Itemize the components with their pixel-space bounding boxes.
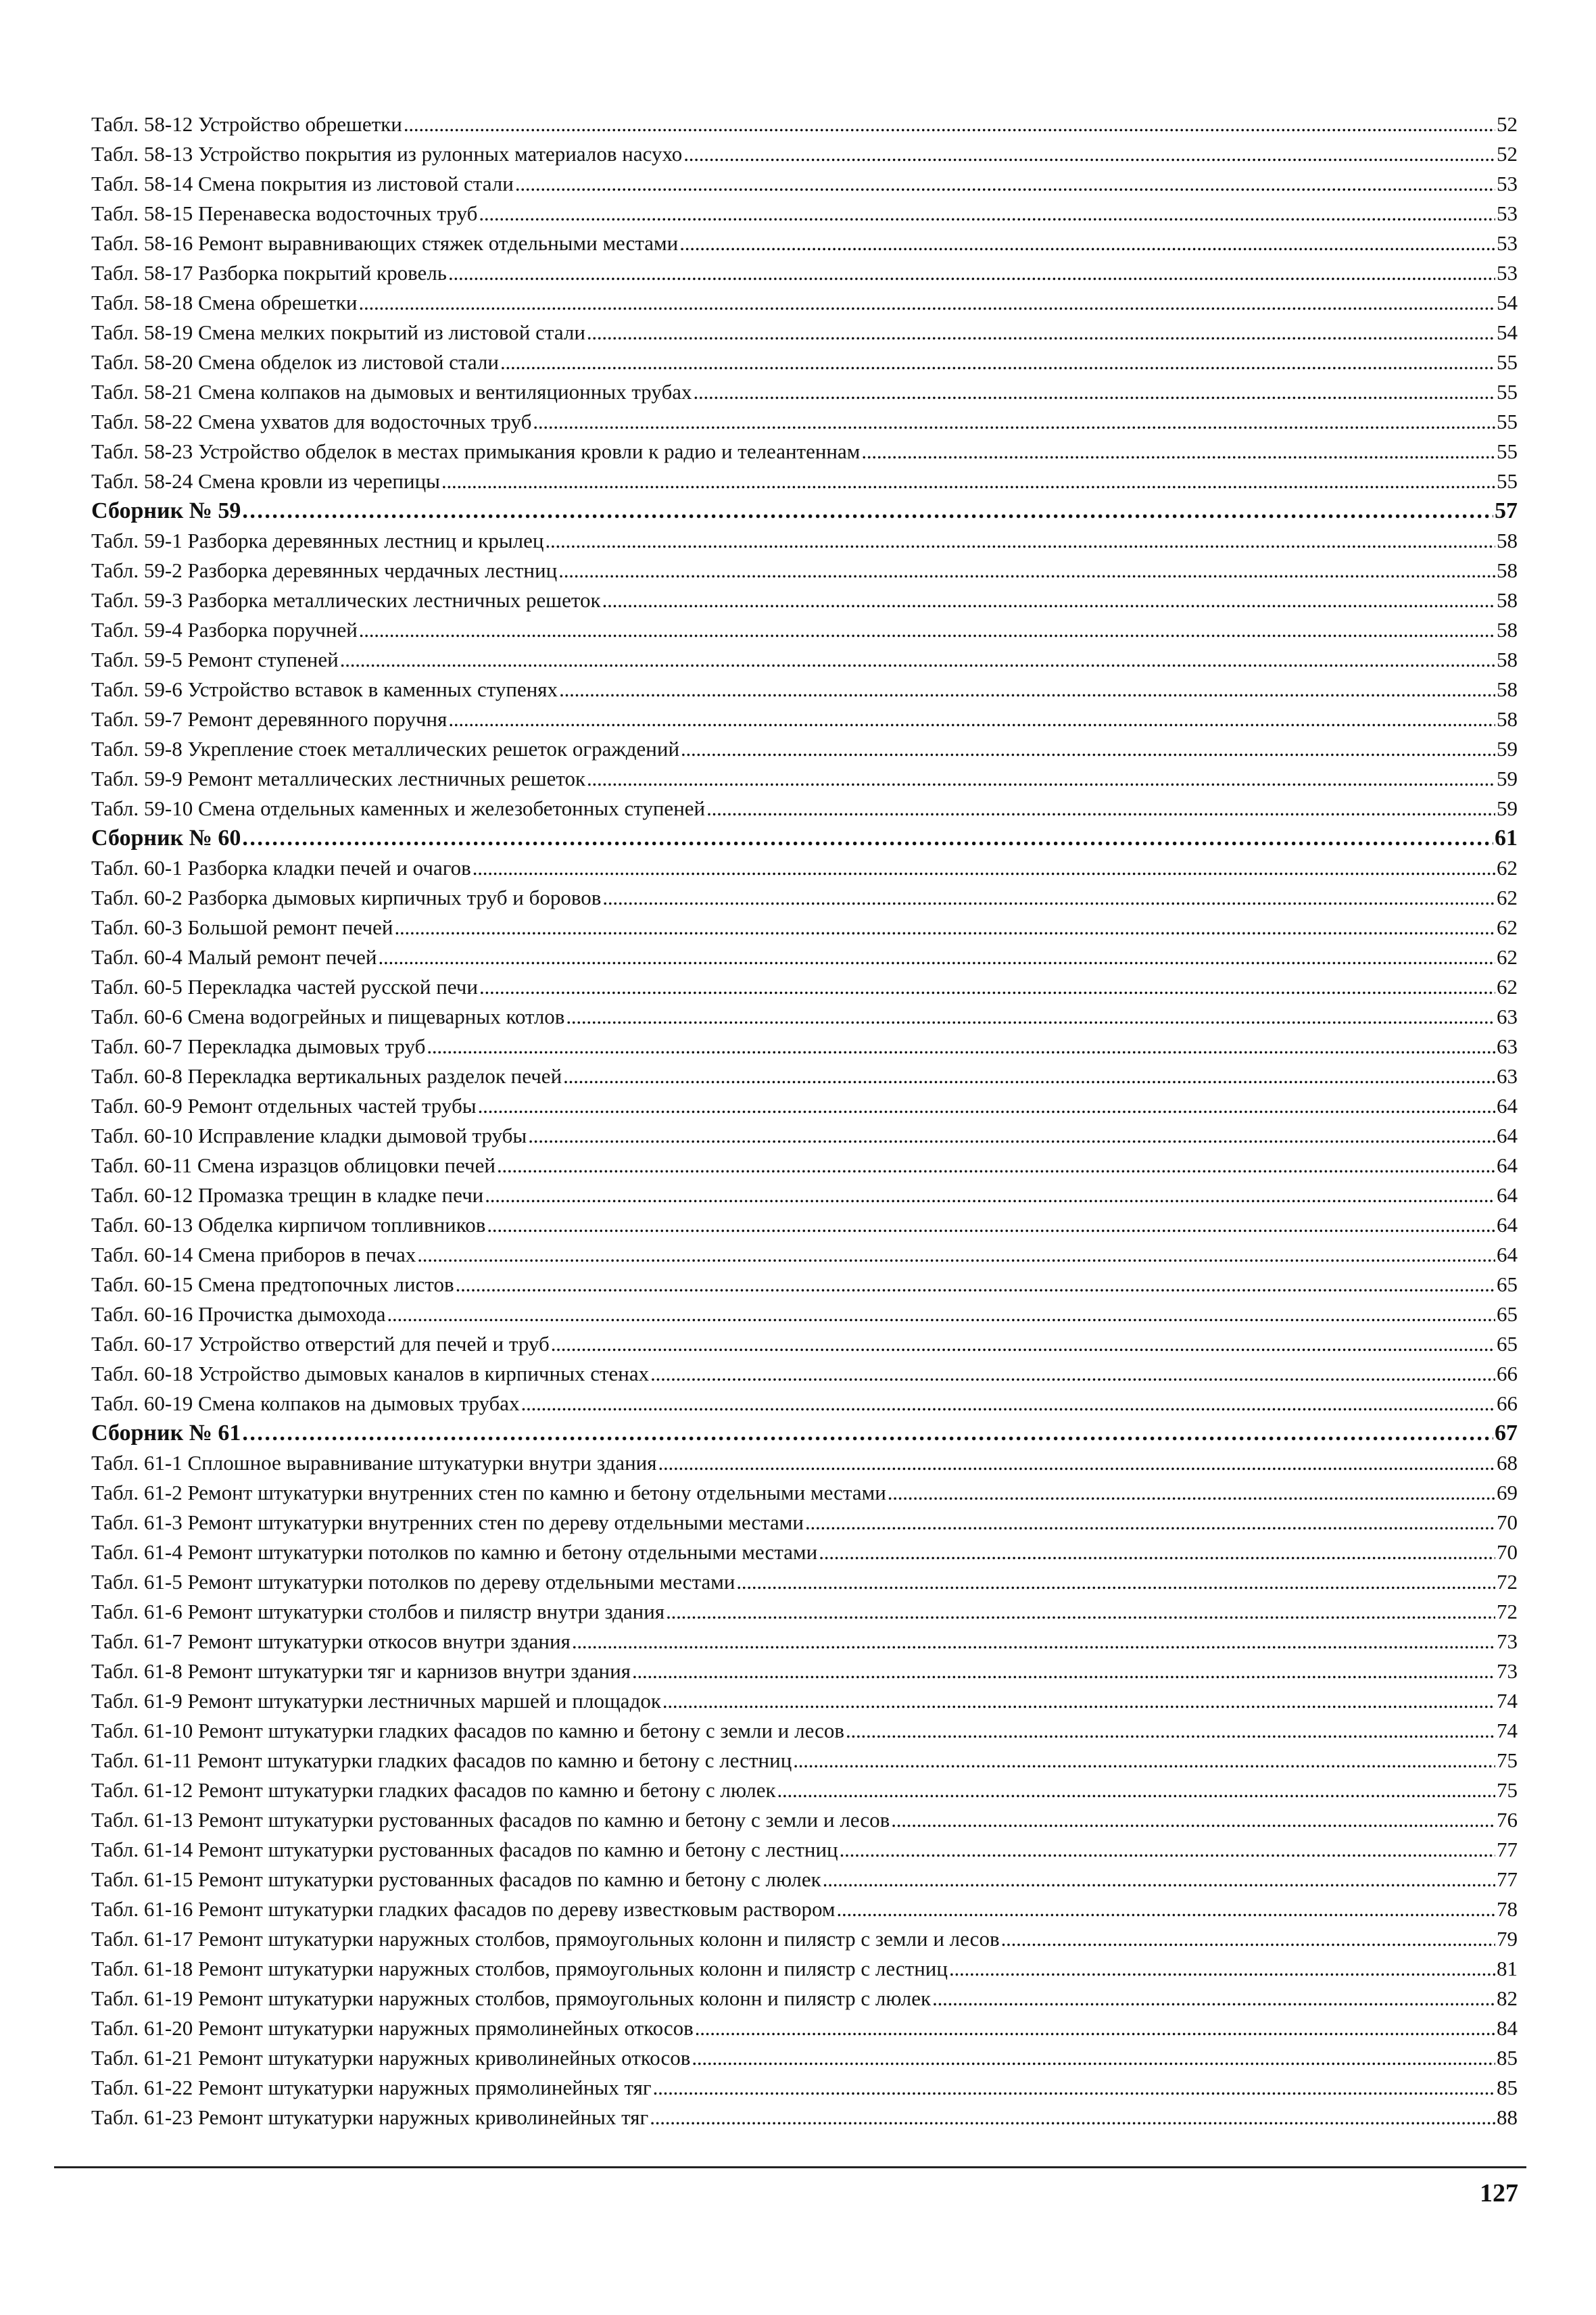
toc-entry-title: Сборник № 60 (91, 826, 241, 851)
toc-entry (91, 1210, 1518, 1240)
toc-entry (91, 1924, 1518, 1954)
toc-entry-title: Табл. 58-24 Смена кровли из черепицы (91, 469, 441, 493)
dot-leader (515, 169, 1495, 199)
toc-entry-page: 62 (1497, 975, 1518, 999)
dot-leader (558, 556, 1495, 586)
dot-leader (823, 1865, 1495, 1894)
toc-entry (91, 1270, 1518, 1299)
toc-entry-page: 73 (1497, 1629, 1518, 1653)
dot-leader (404, 110, 1495, 139)
toc-entry (91, 586, 1518, 615)
toc-entry (91, 407, 1518, 437)
toc-entry-title: Табл. 60-2 Разборка дымовых кирпичных труб и боровов (91, 886, 602, 909)
toc-entry-title: Табл. 58-13 Устройство покрытия из рулонных материалов насухо (91, 142, 683, 166)
dot-leader (837, 1894, 1495, 1924)
toc-entry-page: 53 (1497, 172, 1518, 195)
toc-entry (91, 1865, 1518, 1894)
dot-leader (559, 675, 1495, 705)
dot-leader (846, 1716, 1495, 1746)
toc-entry (91, 377, 1518, 407)
toc-entry-title: Табл. 59-5 Ремонт ступеней (91, 648, 339, 671)
toc-entry (91, 199, 1518, 229)
toc-entry-title: Табл. 61-17 Ремонт штукатурки наружных столбов, прямоугольных колонн и пилястр с земли и лесов (91, 1927, 1000, 1951)
toc-entry (91, 2043, 1518, 2073)
toc-entry (91, 1597, 1518, 1627)
toc-entry-page: 66 (1497, 1391, 1518, 1415)
dot-leader (658, 1448, 1495, 1478)
toc-entry (91, 675, 1518, 705)
toc-entry (91, 2103, 1518, 2132)
toc-entry-page: 62 (1497, 945, 1518, 969)
toc-entry-page: 63 (1497, 1005, 1518, 1028)
toc-entry (91, 1686, 1518, 1716)
toc-entry-page: 61 (1495, 826, 1518, 851)
dot-leader (819, 1537, 1495, 1567)
dot-leader (394, 913, 1495, 942)
toc-entry-title: Табл. 61-15 Ремонт штукатурки рустованных фасадов по камню и бетону с люлек (91, 1867, 821, 1891)
toc-entry-title: Табл. 61-22 Ремонт штукатурки наружных прямолинейных тяг (91, 2076, 652, 2099)
toc-entry (91, 1508, 1518, 1537)
toc-entry-title: Табл. 61-12 Ремонт штукатурки гладких фасадов по камню и бетону с люлек (91, 1778, 776, 1802)
toc-entry (91, 645, 1518, 675)
dot-leader (861, 437, 1495, 467)
dot-leader (441, 467, 1495, 496)
toc-entry (91, 2013, 1518, 2043)
toc-entry-page: 64 (1497, 1213, 1518, 1237)
toc-entry-title: Табл. 60-10 Исправление кладки дымовой трубы (91, 1124, 527, 1147)
toc-entry-title: Табл. 61-8 Ремонт штукатурки тяг и карнизов внутри здания (91, 1659, 631, 1683)
toc-entry-title: Табл. 61-2 Ремонт штукатурки внутренних стен по камню и бетону отдельными местами (91, 1481, 886, 1504)
toc-entry-page: 68 (1497, 1451, 1518, 1475)
toc-entry-title: Табл. 61-19 Ремонт штукатурки наружных столбов, прямоугольных колонн и пилястр с люлек (91, 1986, 932, 2010)
toc-entry-page: 76 (1497, 1808, 1518, 1832)
toc-entry-title: Табл. 60-7 Перекладка дымовых труб (91, 1034, 426, 1058)
toc-entry-page: 72 (1497, 1570, 1518, 1594)
dot-leader (692, 2043, 1495, 2073)
toc-entry-page: 75 (1497, 1778, 1518, 1802)
toc-entry-page: 53 (1497, 201, 1518, 225)
dot-leader (1001, 1924, 1495, 1954)
toc-section-heading (91, 496, 1518, 526)
toc-entry-title: Табл. 58-15 Перенавеска водосточных труб (91, 201, 478, 225)
toc-entry (91, 1240, 1518, 1270)
toc-entry-page: 65 (1497, 1302, 1518, 1326)
dot-leader (478, 1091, 1495, 1121)
toc-entry-title: Табл. 60-8 Перекладка вертикальных разделок печей (91, 1064, 562, 1088)
dot-leader (662, 1686, 1495, 1716)
toc-entry-title: Табл. 61-13 Ремонт штукатурки рустованных фасадов по камню и бетону с земли и лесов (91, 1808, 890, 1832)
toc-entry-page: 85 (1497, 2046, 1518, 2070)
toc-entry-title: Табл. 61-23 Ремонт штукатурки наружных криволинейных тяг (91, 2105, 649, 2129)
dot-leader (694, 377, 1495, 407)
toc-entry-title: Табл. 61-10 Ремонт штукатурки гладких фасадов по камню и бетону с земли и лесов (91, 1719, 845, 1742)
toc-entry-page: 62 (1497, 886, 1518, 909)
toc-entry-page: 74 (1497, 1689, 1518, 1713)
toc-entry-title: Табл. 60-13 Обделка кирпичом топливников (91, 1213, 486, 1237)
toc-entry-page: 63 (1497, 1034, 1518, 1058)
toc-entry (91, 1894, 1518, 1924)
toc-entry-page: 70 (1497, 1540, 1518, 1564)
dot-leader (653, 2073, 1495, 2103)
dot-leader (650, 2103, 1495, 2132)
toc-entry (91, 1329, 1518, 1359)
toc-entry (91, 110, 1518, 139)
dot-leader (473, 853, 1495, 883)
toc-entry-title: Табл. 60-16 Прочистка дымохода (91, 1302, 386, 1326)
toc-entry-title: Табл. 61-18 Ремонт штукатурки наружных столбов, прямоугольных колонн и пилястр с лестниц (91, 1957, 948, 1980)
toc-entry-page: 59 (1497, 767, 1518, 790)
toc-entry (91, 229, 1518, 258)
toc-entry-page: 64 (1497, 1243, 1518, 1266)
dot-leader (632, 1656, 1495, 1686)
toc-entry-title: Табл. 58-17 Разборка покрытий кровель (91, 261, 447, 285)
toc-entry (91, 1389, 1518, 1418)
toc-entry-page: 69 (1497, 1481, 1518, 1504)
dot-leader (533, 407, 1495, 437)
toc-entry-title: Табл. 61-6 Ремонт штукатурки столбов и пилястр внутри здания (91, 1600, 665, 1623)
toc-entry-page: 62 (1497, 915, 1518, 939)
dot-leader (683, 139, 1495, 169)
dot-leader (602, 883, 1495, 913)
toc-entry (91, 258, 1518, 288)
toc-entry-title: Табл. 58-14 Смена покрытия из листовой стали (91, 172, 514, 195)
toc-entry (91, 1032, 1518, 1061)
dot-leader (479, 972, 1495, 1002)
dot-leader (736, 1567, 1495, 1597)
toc-entry-title: Табл. 59-6 Устройство вставок в каменных ступенях (91, 677, 558, 701)
toc-entry-page: 59 (1497, 796, 1518, 820)
page-number: 127 (1480, 2179, 1518, 2207)
dot-leader (358, 288, 1495, 318)
toc-entry (91, 139, 1518, 169)
dot-leader (528, 1121, 1495, 1151)
toc-entry-page: 64 (1497, 1153, 1518, 1177)
dot-leader (949, 1954, 1495, 1984)
toc-entry (91, 1805, 1518, 1835)
toc-entry-page: 75 (1497, 1748, 1518, 1772)
dot-leader (521, 1389, 1495, 1418)
toc-entry (91, 556, 1518, 586)
toc-entry-page: 54 (1497, 320, 1518, 344)
dot-leader (679, 229, 1495, 258)
dot-leader (417, 1240, 1495, 1270)
toc-entry-page: 55 (1497, 410, 1518, 433)
toc-entry (91, 1061, 1518, 1091)
toc-entry-title: Табл. 61-3 Ремонт штукатурки внутренних стен по дереву отдельными местами (91, 1510, 804, 1534)
dot-leader (840, 1835, 1495, 1865)
toc-entry-page: 65 (1497, 1272, 1518, 1296)
toc-entry (91, 1091, 1518, 1121)
toc-section-heading (91, 824, 1518, 853)
toc-entry-page: 82 (1497, 1986, 1518, 2010)
dot-leader (706, 794, 1495, 824)
toc-entry-page: 77 (1497, 1838, 1518, 1861)
toc-entry (91, 853, 1518, 883)
toc-entry (91, 1746, 1518, 1775)
dot-leader (695, 2013, 1495, 2043)
toc-entry-page: 78 (1497, 1897, 1518, 1921)
toc-entry-page: 64 (1497, 1124, 1518, 1147)
toc-entry (91, 348, 1518, 377)
toc-entry-page: 52 (1497, 142, 1518, 166)
toc-entry (91, 1448, 1518, 1478)
dot-leader (340, 645, 1495, 675)
toc-entry-page: 58 (1497, 677, 1518, 701)
dot-leader (602, 586, 1495, 615)
toc-entry (91, 1775, 1518, 1805)
toc-entry (91, 1299, 1518, 1329)
toc-entry-title: Табл. 61-14 Ремонт штукатурки рустованных фасадов по камню и бетону с лестниц (91, 1838, 838, 1861)
toc-entry-title: Табл. 58-19 Смена мелких покрытий из листовой стали (91, 320, 585, 344)
dot-leader (932, 1984, 1495, 2013)
toc-entry-title: Табл. 59-3 Разборка металлических лестничных решеток (91, 588, 601, 612)
toc-entry-page: 58 (1497, 618, 1518, 642)
toc-entry (91, 1984, 1518, 2013)
toc-entry (91, 1359, 1518, 1389)
dot-leader (681, 734, 1495, 764)
toc-entry-page: 55 (1497, 380, 1518, 404)
toc-entry-title: Табл. 58-16 Ремонт выравнивающих стяжек отдельными местами (91, 231, 679, 255)
toc-entry-page: 66 (1497, 1362, 1518, 1385)
toc-entry-page: 58 (1497, 558, 1518, 582)
toc-entry-page: 53 (1497, 231, 1518, 255)
toc-entry (91, 942, 1518, 972)
toc-entry-title: Табл. 61-9 Ремонт штукатурки лестничных маршей и площадок (91, 1689, 661, 1713)
toc-entry-page: 53 (1497, 261, 1518, 285)
dot-leader (546, 526, 1496, 556)
toc-entry-page: 67 (1495, 1421, 1518, 1446)
toc-entry-title: Табл. 60-19 Смена колпаков на дымовых трубах (91, 1391, 520, 1415)
toc-entry-title: Табл. 60-9 Ремонт отдельных частей трубы (91, 1094, 477, 1118)
toc-entry (91, 1954, 1518, 1984)
footer-rule (54, 2166, 1526, 2168)
toc-entry-title: Табл. 58-22 Смена ухватов для водосточных труб (91, 410, 532, 433)
toc-entry-page: 59 (1497, 737, 1518, 761)
toc-entry-title: Табл. 61-16 Ремонт штукатурки гладких фасадов по дереву известковым раствором (91, 1897, 836, 1921)
dot-leader (242, 496, 1493, 526)
toc-entry-title: Табл. 61-5 Ремонт штукатурки потолков по дереву отдельными местами (91, 1570, 735, 1594)
toc-entry (91, 437, 1518, 467)
toc-entry-page: 57 (1495, 498, 1518, 523)
dot-leader (666, 1597, 1495, 1627)
dot-leader (777, 1775, 1495, 1805)
toc-entry-page: 74 (1497, 1719, 1518, 1742)
toc-entry-title: Табл. 59-1 Разборка деревянных лестниц и крылец (91, 529, 544, 552)
dot-leader (587, 764, 1495, 794)
toc-entry-title: Табл. 58-12 Устройство обрешетки (91, 112, 402, 136)
toc-entry-page: 70 (1497, 1510, 1518, 1534)
toc-entry (91, 318, 1518, 348)
toc-entry-page: 55 (1497, 469, 1518, 493)
toc-entry-page: 58 (1497, 707, 1518, 731)
toc-entry (91, 972, 1518, 1002)
toc-entry-page: 63 (1497, 1064, 1518, 1088)
toc-entry-title: Табл. 60-3 Большой ремонт печей (91, 915, 393, 939)
dot-leader (888, 1478, 1495, 1508)
toc-entry-title: Табл. 60-6 Смена водогрейных и пищеварных котлов (91, 1005, 565, 1028)
dot-leader (448, 705, 1495, 734)
toc-entry-page: 85 (1497, 2076, 1518, 2099)
toc-entry-title: Табл. 58-18 Смена обрешетки (91, 291, 358, 314)
toc-entry-title: Сборник № 61 (91, 1421, 241, 1446)
dot-leader (805, 1508, 1495, 1537)
toc-entry-title: Табл. 60-14 Смена приборов в печах (91, 1243, 416, 1266)
toc-entry-title: Табл. 58-21 Смена колпаков на дымовых и вентиляционных трубах (91, 380, 692, 404)
toc-entry-page: 58 (1497, 588, 1518, 612)
toc-entry-title: Табл. 59-8 Укрепление стоек металлических решеток ограждений (91, 737, 680, 761)
toc-entry-title: Табл. 61-11 Ремонт штукатурки гладких фасадов по камню и бетону с лестниц (91, 1748, 792, 1772)
toc-entry-page: 81 (1497, 1957, 1518, 1980)
toc-entry-title: Табл. 61-7 Ремонт штукатурки откосов внутри здания (91, 1629, 571, 1653)
dot-leader (563, 1061, 1495, 1091)
toc-entry (91, 883, 1518, 913)
toc-entry (91, 1835, 1518, 1865)
toc-entry-title: Табл. 60-5 Перекладка частей русской печи (91, 975, 478, 999)
dot-leader (650, 1359, 1495, 1389)
toc-entry-title: Табл. 61-20 Ремонт штукатурки наружных прямолинейных откосов (91, 2016, 694, 2040)
toc-entry (91, 1478, 1518, 1508)
table-of-contents (91, 110, 1518, 2132)
toc-entry (91, 1716, 1518, 1746)
toc-entry-title: Табл. 60-4 Малый ремонт печей (91, 945, 377, 969)
toc-entry-page: 73 (1497, 1659, 1518, 1683)
toc-entry-page: 72 (1497, 1600, 1518, 1623)
toc-entry-page: 58 (1497, 529, 1518, 552)
dot-leader (359, 615, 1495, 645)
toc-entry (91, 764, 1518, 794)
dot-leader (242, 1418, 1493, 1448)
toc-entry-page: 84 (1497, 2016, 1518, 2040)
toc-entry (91, 1537, 1518, 1567)
toc-entry-title: Табл. 60-15 Смена предтопочных листов (91, 1272, 454, 1296)
toc-entry (91, 615, 1518, 645)
toc-entry-title: Табл. 60-11 Смена изразцов облицовки печей (91, 1153, 495, 1177)
dot-leader (572, 1627, 1495, 1656)
toc-entry-title: Табл. 59-4 Разборка поручней (91, 618, 358, 642)
dot-leader (551, 1329, 1495, 1359)
toc-entry (91, 169, 1518, 199)
dot-leader (485, 1180, 1495, 1210)
dot-leader (587, 318, 1495, 348)
toc-entry-page: 58 (1497, 648, 1518, 671)
dot-leader (448, 258, 1495, 288)
toc-entry (91, 2073, 1518, 2103)
toc-entry-page: 64 (1497, 1094, 1518, 1118)
toc-entry (91, 705, 1518, 734)
toc-entry (91, 1002, 1518, 1032)
toc-entry (91, 1121, 1518, 1151)
toc-entry-page: 55 (1497, 350, 1518, 374)
dot-leader (427, 1032, 1495, 1061)
toc-entry-title: Табл. 58-20 Смена обделок из листовой стали (91, 350, 500, 374)
dot-leader (497, 1151, 1495, 1180)
toc-entry-page: 65 (1497, 1332, 1518, 1356)
toc-entry-page: 79 (1497, 1927, 1518, 1951)
toc-entry-title: Табл. 58-23 Устройство обделок в местах примыкания кровли к радио и телеантеннам (91, 439, 861, 463)
toc-entry-page: 77 (1497, 1867, 1518, 1891)
dot-leader (793, 1746, 1495, 1775)
dot-leader (566, 1002, 1495, 1032)
dot-leader (500, 348, 1495, 377)
toc-entry (91, 1627, 1518, 1656)
dot-leader (242, 824, 1493, 853)
toc-entry-title: Сборник № 59 (91, 498, 241, 523)
dot-leader (891, 1805, 1495, 1835)
toc-entry-page: 54 (1497, 291, 1518, 314)
toc-entry (91, 1567, 1518, 1597)
dot-leader (479, 199, 1495, 229)
toc-entry-title: Табл. 59-2 Разборка деревянных чердачных лестниц (91, 558, 558, 582)
toc-entry-page: 64 (1497, 1183, 1518, 1207)
toc-entry (91, 288, 1518, 318)
toc-section-heading (91, 1418, 1518, 1448)
toc-entry (91, 526, 1518, 556)
toc-entry-page: 62 (1497, 856, 1518, 880)
toc-entry-title: Табл. 59-10 Смена отдельных каменных и железобетонных ступеней (91, 796, 706, 820)
dot-leader (387, 1299, 1495, 1329)
toc-entry-title: Табл. 60-12 Промазка трещин в кладке печи (91, 1183, 484, 1207)
toc-entry-page: 88 (1497, 2105, 1518, 2129)
toc-entry-title: Табл. 60-18 Устройство дымовых каналов в кирпичных стенах (91, 1362, 650, 1385)
toc-entry (91, 734, 1518, 764)
toc-entry-page: 52 (1497, 112, 1518, 136)
dot-leader (378, 942, 1495, 972)
toc-entry (91, 1151, 1518, 1180)
toc-entry-title: Табл. 59-9 Ремонт металлических лестничных решеток (91, 767, 586, 790)
toc-entry-title: Табл. 60-17 Устройство отверстий для печей и труб (91, 1332, 550, 1356)
toc-entry (91, 1180, 1518, 1210)
dot-leader (456, 1270, 1495, 1299)
toc-entry (91, 467, 1518, 496)
toc-entry (91, 794, 1518, 824)
toc-entry-title: Табл. 59-7 Ремонт деревянного поручня (91, 707, 448, 731)
toc-entry-title: Табл. 60-1 Разборка кладки печей и очагов (91, 856, 471, 880)
toc-entry-title: Табл. 61-1 Сплошное выравнивание штукатурки внутри здания (91, 1451, 657, 1475)
dot-leader (487, 1210, 1495, 1240)
toc-entry (91, 913, 1518, 942)
toc-entry (91, 1656, 1518, 1686)
toc-entry-title: Табл. 61-4 Ремонт штукатурки потолков по камню и бетону отдельными местами (91, 1540, 818, 1564)
toc-entry-page: 55 (1497, 439, 1518, 463)
toc-entry-title: Табл. 61-21 Ремонт штукатурки наружных криволинейных откосов (91, 2046, 691, 2070)
